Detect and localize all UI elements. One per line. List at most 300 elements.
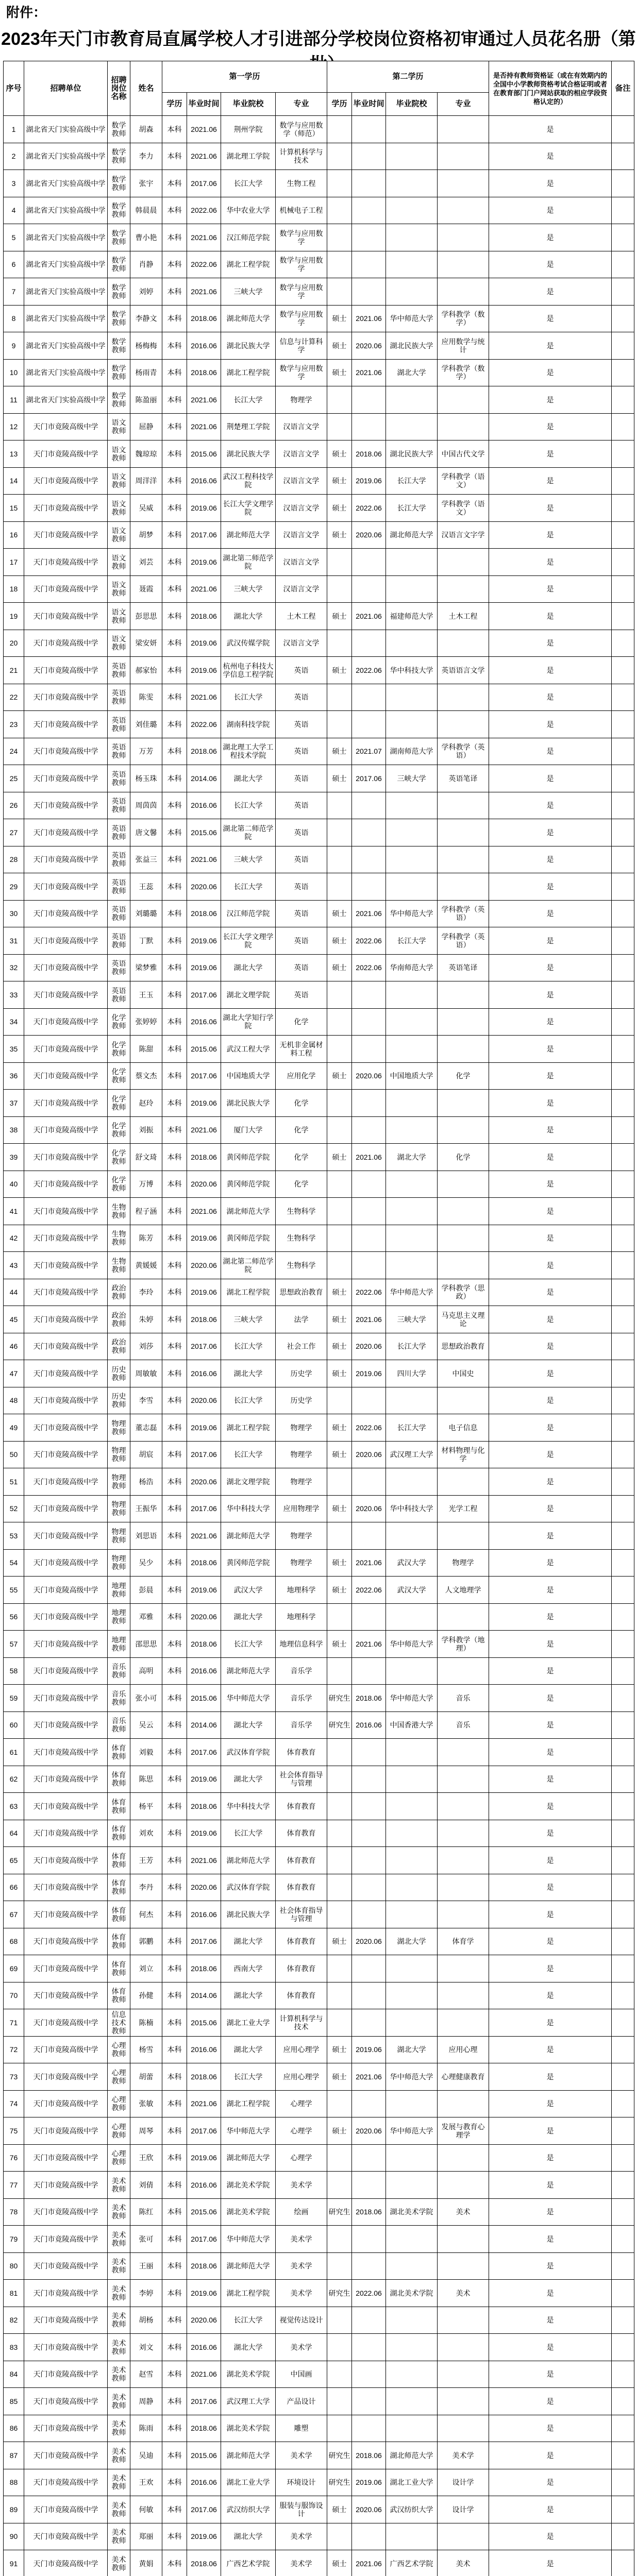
cell-time1: 2017.06 [187,1928,221,1955]
cell-edu2 [327,792,352,819]
cell-school1: 湖北文理学院 [221,981,276,1009]
cell-major2 [438,116,489,143]
cell-edu1: 本科 [162,1766,187,1793]
cell-edu1: 本科 [162,1441,187,1468]
cell-edu2 [327,711,352,738]
cell-name: 周敏敏 [130,1360,162,1387]
cell-cert: 是 [489,521,612,549]
cell-cert: 是 [489,1252,612,1279]
cell-time2 [352,1198,386,1225]
cell-edu2: 硕士 [327,1495,352,1522]
cell-post: 英语教师 [108,900,130,927]
cell-edu1: 本科 [162,1171,187,1198]
cell-major1: 社会体育指导与管理 [276,1901,327,1928]
cell-edu2: 硕士 [327,1333,352,1360]
cell-unit: 天门市竟陵高级中学 [24,954,108,981]
cell-edu2 [327,413,352,440]
cell-major2 [438,711,489,738]
cell-post: 数学教师 [108,197,130,224]
cell-major1: 应用化学 [276,1062,327,1090]
cell-post: 数学教师 [108,278,130,306]
cell-unit: 天门市竟陵高级中学 [24,2334,108,2361]
cell-post: 英语教师 [108,738,130,765]
cell-time1: 2022.06 [187,711,221,738]
cell-major2 [438,630,489,657]
cell-post: 英语教师 [108,765,130,792]
cell-school1: 长江大学 [221,170,276,197]
cell-time1: 2016.06 [187,1901,221,1928]
cell-time2 [352,1847,386,1874]
cell-time1: 2014.06 [187,1982,221,2009]
cell-cert: 是 [489,2009,612,2037]
cell-school1: 武汉工程大学 [221,1036,276,1063]
cell-edu2 [327,1090,352,1117]
cell-school2 [386,1116,438,1144]
cell-school2 [386,630,438,657]
cell-time2 [352,2334,386,2361]
cell-school1: 湖北大学 [221,1982,276,2009]
cell-remark [612,1036,634,1063]
cell-cert: 是 [489,2415,612,2442]
table-row [4,981,634,1009]
cell-unit: 天门市竟陵高级中学 [24,1820,108,1847]
cell-time1: 2019.06 [187,1279,221,1306]
cell-edu2: 硕士 [327,1414,352,1442]
cell-school2 [386,684,438,711]
cell-unit: 天门市竟陵高级中学 [24,1387,108,1414]
cell-post: 美术教师 [108,2361,130,2388]
cell-edu1: 本科 [162,305,187,332]
cell-name: 唐文馨 [130,819,162,846]
table-row [4,2307,634,2334]
cell-remark [612,170,634,197]
cell-major1: 美术学 [276,2172,327,2199]
cell-unit: 湖北省天门实验高级中学 [24,251,108,278]
cell-name: 胡蕾 [130,2063,162,2091]
cell-time2: 2019.06 [352,467,386,495]
cell-name: 彭晨 [130,1577,162,1604]
cell-cert: 是 [489,792,612,819]
cell-post: 地理教师 [108,1631,130,1658]
cell-unit: 湖北省天门实验高级中学 [24,170,108,197]
cell-time1: 2020.06 [187,1252,221,1279]
cell-school2 [386,1739,438,1766]
header-cert: 是否持有教师资格证（或在有效期内的全国中小学教师资格考试合格证明或者在教育部门门户网站获取的相应学段资格认定的） [489,61,612,116]
cell-major2 [438,2361,489,2388]
cell-unit: 天门市竟陵高级中学 [24,819,108,846]
cell-time1: 2018.06 [187,1549,221,1577]
cell-edu2 [327,1468,352,1496]
cell-name: 胡宸 [130,1441,162,1468]
cell-post: 体育教师 [108,1874,130,1901]
cell-edu1: 本科 [162,1333,187,1360]
cell-major2: 学科教学（语文） [438,467,489,495]
cell-school1: 湖北美术学院 [221,2415,276,2442]
cell-seq: 26 [4,792,24,819]
cell-edu1: 本科 [162,2442,187,2469]
cell-time1: 2018.06 [187,1144,221,1171]
cell-name: 董志磊 [130,1414,162,1442]
table-row [4,1522,634,1550]
cell-cert: 是 [489,2252,612,2280]
cell-name: 王欣 [130,2144,162,2172]
cell-major2: 化学 [438,1144,489,1171]
cell-cert: 是 [489,2523,612,2550]
cell-school2 [386,819,438,846]
cell-unit: 湖北省天门实验高级中学 [24,197,108,224]
cell-time2: 2022.06 [352,1577,386,1604]
cell-cert: 是 [489,495,612,522]
cell-time1: 2020.06 [187,1468,221,1496]
cell-cert: 是 [489,1901,612,1928]
cell-remark [612,332,634,360]
table-row [4,2334,634,2361]
cell-major1: 计算机科学与技术 [276,2009,327,2037]
cell-post: 英语教师 [108,657,130,684]
cell-unit: 天门市竟陵高级中学 [24,711,108,738]
cell-edu2: 硕士 [327,927,352,955]
cell-major2: 音乐 [438,1685,489,1712]
cell-major1: 美术学 [276,2252,327,2280]
cell-major1: 社会工作 [276,1333,327,1360]
cell-unit: 天门市竟陵高级中学 [24,765,108,792]
cell-school2: 华中师范大学 [386,2063,438,2091]
cell-edu1: 本科 [162,413,187,440]
cell-major2: 英语笔译 [438,954,489,981]
cell-edu2: 硕士 [327,2496,352,2523]
cell-edu2 [327,1766,352,1793]
cell-school2: 湖北美术学院 [386,2198,438,2226]
cell-school2: 广西艺术学院 [386,2550,438,2576]
cell-time1: 2021.06 [187,846,221,873]
cell-post: 心理教师 [108,2117,130,2145]
cell-post: 地理教师 [108,1577,130,1604]
cell-school1: 湖北师范大学 [221,1522,276,1550]
cell-major2: 中国史 [438,1360,489,1387]
cell-post: 化学教师 [108,1171,130,1198]
cell-school1: 湖北美术学院 [221,2198,276,2226]
cell-school1: 湖北师范大学 [221,521,276,549]
cell-remark [612,521,634,549]
table-row [4,2036,634,2063]
cell-school1: 武汉工程科技学院 [221,467,276,495]
cell-edu1: 本科 [162,1225,187,1252]
cell-edu1: 本科 [162,657,187,684]
cell-post: 语文教师 [108,630,130,657]
cell-time1: 2021.06 [187,684,221,711]
cell-edu1: 本科 [162,2198,187,2226]
cell-name: 刘莎 [130,1333,162,1360]
cell-seq: 49 [4,1414,24,1442]
cell-edu1: 本科 [162,2334,187,2361]
cell-seq: 54 [4,1549,24,1577]
cell-seq: 41 [4,1198,24,1225]
cell-edu1: 本科 [162,143,187,170]
cell-major1: 生物科学 [276,1225,327,1252]
cell-time2: 2018.06 [352,1685,386,1712]
cell-edu1: 本科 [162,495,187,522]
cell-time1: 2016.06 [187,1657,221,1685]
cell-major1: 汉语言文学 [276,549,327,576]
cell-unit: 天门市竟陵高级中学 [24,1144,108,1171]
cell-edu1: 本科 [162,819,187,846]
cell-school1: 华中农业大学 [221,197,276,224]
cell-name: 刘振 [130,1116,162,1144]
cell-edu1: 本科 [162,2226,187,2253]
cell-school2 [386,1171,438,1198]
cell-edu2 [327,684,352,711]
table-row [4,2280,634,2307]
cell-remark [612,1333,634,1360]
table-row [4,2361,634,2388]
cell-major1: 机械电子工程 [276,197,327,224]
cell-cert: 是 [489,116,612,143]
roster-table-wrapper [3,61,634,2576]
header-school2: 毕业院校 [386,93,438,116]
table-row [4,2117,634,2145]
cell-cert: 是 [489,684,612,711]
cell-seq: 78 [4,2198,24,2226]
cell-remark [612,251,634,278]
cell-name: 李静文 [130,305,162,332]
header-edu2: 学历 [327,93,352,116]
cell-time1: 2021.06 [187,278,221,306]
cell-major2 [438,1820,489,1847]
cell-cert: 是 [489,2117,612,2145]
cell-remark [612,1766,634,1793]
cell-school1: 湖北大学 [221,2523,276,2550]
cell-post: 历史教师 [108,1387,130,1414]
cell-remark [612,1577,634,1604]
cell-name: 陈芳 [130,1225,162,1252]
cell-unit: 天门市竟陵高级中学 [24,2090,108,2117]
cell-seq: 46 [4,1333,24,1360]
table-row [4,765,634,792]
cell-cert: 是 [489,332,612,360]
cell-name: 刘佳璐 [130,711,162,738]
cell-seq: 19 [4,603,24,630]
cell-edu1: 本科 [162,846,187,873]
cell-cert: 是 [489,1144,612,1171]
cell-edu1: 本科 [162,1901,187,1928]
cell-seq: 81 [4,2280,24,2307]
cell-edu1: 本科 [162,1144,187,1171]
cell-major1: 汉语言文学 [276,521,327,549]
cell-edu1: 本科 [162,521,187,549]
cell-seq: 31 [4,927,24,955]
cell-edu2: 硕士 [327,657,352,684]
cell-name: 孙健 [130,1982,162,2009]
cell-post: 美术教师 [108,2252,130,2280]
cell-seq: 77 [4,2172,24,2199]
cell-unit: 天门市竟陵高级中学 [24,1739,108,1766]
cell-remark [612,1685,634,1712]
cell-school2 [386,197,438,224]
cell-edu1: 本科 [162,684,187,711]
cell-time1: 2015.06 [187,819,221,846]
table-row [4,1036,634,1063]
cell-time1: 2018.06 [187,2063,221,2091]
cell-school1: 湖北大学 [221,2036,276,2063]
cell-name: 周琴 [130,2117,162,2145]
cell-name: 韩晨晨 [130,197,162,224]
cell-post: 美术教师 [108,2496,130,2523]
cell-school2 [386,143,438,170]
cell-post: 心理教师 [108,2144,130,2172]
cell-name: 陈雯 [130,684,162,711]
cell-time1: 2018.06 [187,305,221,332]
cell-school1: 湖北大学 [221,954,276,981]
cell-major1: 体育教育 [276,1847,327,1874]
cell-time2: 2020.06 [352,1333,386,1360]
table-row [4,900,634,927]
cell-major2 [438,549,489,576]
cell-time2: 2018.06 [352,2198,386,2226]
cell-time2 [352,2307,386,2334]
cell-edu1: 本科 [162,1549,187,1577]
cell-seq: 62 [4,1766,24,1793]
cell-major1: 英语 [276,738,327,765]
cell-time2 [352,197,386,224]
cell-major2: 材料物理与化学 [438,1441,489,1468]
cell-edu2: 硕士 [327,495,352,522]
cell-seq: 10 [4,359,24,386]
cell-remark [612,846,634,873]
cell-major1: 英语 [276,981,327,1009]
cell-time1: 2017.06 [187,1495,221,1522]
cell-edu2 [327,846,352,873]
cell-major1: 汉语言文学 [276,413,327,440]
table-row [4,2198,634,2226]
cell-post: 数学教师 [108,305,130,332]
cell-remark [612,197,634,224]
cell-edu2: 硕士 [327,765,352,792]
cell-school2 [386,1008,438,1036]
cell-school2 [386,2172,438,2199]
cell-time1: 2018.06 [187,1955,221,1982]
cell-remark [612,2252,634,2280]
cell-school1: 黄冈师范学院 [221,1549,276,1577]
cell-post: 体育教师 [108,1901,130,1928]
cell-remark [612,1198,634,1225]
cell-post: 信息技术教师 [108,2009,130,2037]
cell-edu2 [327,819,352,846]
cell-unit: 天门市竟陵高级中学 [24,2280,108,2307]
cell-edu1: 本科 [162,1982,187,2009]
cell-edu2 [327,549,352,576]
cell-school1: 湖北第二师范学院 [221,549,276,576]
cell-edu2 [327,2334,352,2361]
cell-unit: 天门市竟陵高级中学 [24,1252,108,1279]
cell-name: 王振华 [130,1495,162,1522]
cell-school2: 湖北大学 [386,2036,438,2063]
cell-seq: 55 [4,1577,24,1604]
cell-seq: 4 [4,197,24,224]
cell-remark [612,1874,634,1901]
cell-time1: 2017.06 [187,1441,221,1468]
cell-remark [612,1252,634,1279]
cell-unit: 天门市竟陵高级中学 [24,792,108,819]
cell-school1: 湖北文理学院 [221,1468,276,1496]
cell-cert: 是 [489,1198,612,1225]
cell-time1: 2017.06 [187,1062,221,1090]
cell-time1: 2017.06 [187,1739,221,1766]
cell-edu1: 本科 [162,603,187,630]
cell-edu1: 本科 [162,197,187,224]
cell-seq: 75 [4,2117,24,2145]
cell-post: 英语教师 [108,792,130,819]
cell-time1: 2021.06 [187,116,221,143]
cell-time2 [352,711,386,738]
cell-edu2 [327,1657,352,1685]
cell-school2 [386,1766,438,1793]
cell-edu2: 硕士 [327,2063,352,2091]
cell-edu1: 本科 [162,2523,187,2550]
cell-edu1: 本科 [162,440,187,468]
cell-unit: 天门市竟陵高级中学 [24,549,108,576]
header-first-degree: 第一学历 [162,61,327,93]
cell-school1: 长江大学 [221,386,276,414]
table-row [4,1739,634,1766]
cell-edu1: 本科 [162,2144,187,2172]
cell-unit: 天门市竟陵高级中学 [24,1955,108,1982]
cell-remark [612,413,634,440]
cell-edu1: 本科 [162,1360,187,1387]
cell-cert: 是 [489,738,612,765]
cell-major1: 英语 [276,819,327,846]
table-row [4,1766,634,1793]
cell-time2 [352,846,386,873]
cell-major1: 数学与应用数学 [276,224,327,251]
cell-seq: 84 [4,2361,24,2388]
cell-seq: 39 [4,1144,24,1171]
table-row [4,1685,634,1712]
cell-school1: 长江大学 [221,1387,276,1414]
cell-edu2 [327,2388,352,2415]
cell-edu1: 本科 [162,1928,187,1955]
cell-name: 舒文琦 [130,1144,162,1171]
cell-edu2: 硕士 [327,1631,352,1658]
table-row [4,1333,634,1360]
cell-edu1: 本科 [162,278,187,306]
cell-major2 [438,684,489,711]
cell-edu2: 硕士 [327,1306,352,1333]
cell-unit: 天门市竟陵高级中学 [24,1279,108,1306]
cell-name: 王蕊 [130,873,162,901]
cell-school1: 湖南科技学院 [221,711,276,738]
cell-school1: 湖北工程学院 [221,251,276,278]
cell-cert: 是 [489,1820,612,1847]
cell-edu2: 硕士 [327,954,352,981]
cell-time1: 2019.06 [187,630,221,657]
table-row [4,440,634,468]
cell-remark [612,1631,634,1658]
cell-school1: 湖北师范大学 [221,1198,276,1225]
cell-name: 郝家怡 [130,657,162,684]
cell-post: 美术教师 [108,2198,130,2226]
cell-time1: 2021.06 [187,1847,221,1874]
cell-major1: 应用心理学 [276,2036,327,2063]
cell-unit: 天门市竟陵高级中学 [24,1198,108,1225]
cell-major1: 地理科学 [276,1577,327,1604]
table-row [4,1928,634,1955]
cell-name: 黄娟 [130,2550,162,2576]
table-row [4,224,634,251]
cell-unit: 天门市竟陵高级中学 [24,1982,108,2009]
cell-unit: 天门市竟陵高级中学 [24,900,108,927]
cell-time2 [352,1901,386,1928]
cell-school1: 汉江师范学院 [221,900,276,927]
